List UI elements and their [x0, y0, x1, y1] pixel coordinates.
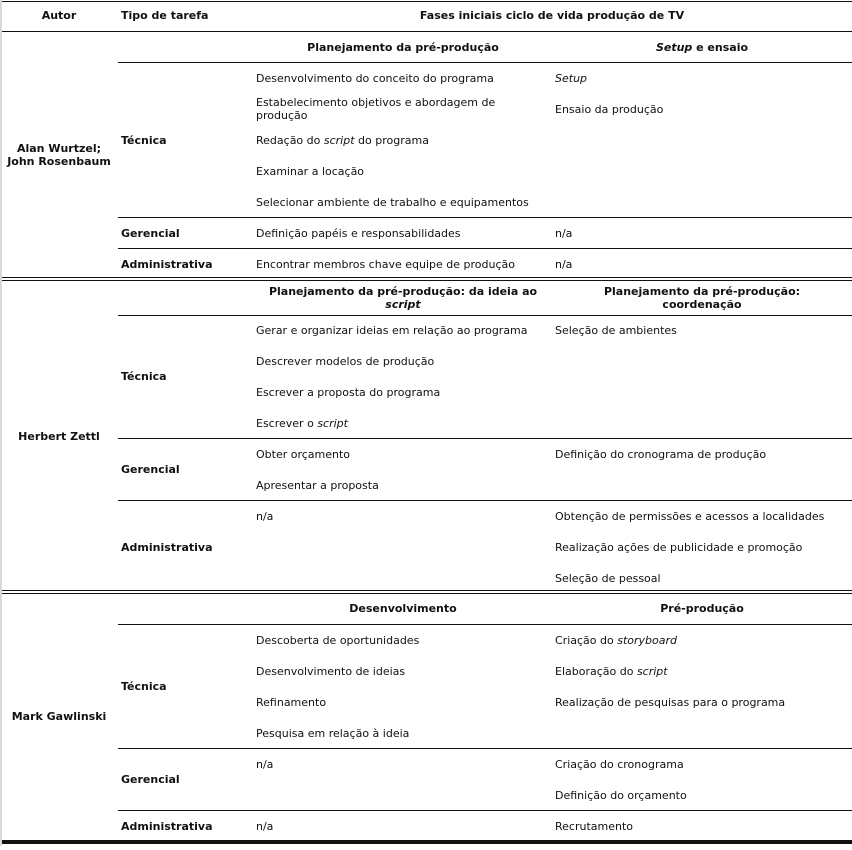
task-item-italic: script	[323, 134, 355, 147]
task-item-text: do programa	[354, 134, 429, 147]
task-item: n/a	[256, 820, 274, 833]
task-item: n/a	[555, 227, 573, 240]
task-item: Definição do cronograma de produção	[555, 448, 767, 461]
task-item-italic: script	[317, 417, 348, 430]
task-item: Examinar a locação	[256, 165, 365, 178]
task-item: Definição papéis e responsabilidades	[256, 227, 461, 240]
author-name: Herbert Zettl	[18, 430, 100, 443]
task-item: Seleção de ambientes	[555, 324, 677, 337]
task-item-italic: script	[636, 665, 668, 678]
row-rule	[118, 217, 852, 218]
task-item: Refinamento	[256, 696, 327, 709]
header-phases: Fases iniciais ciclo de vida produção de TV	[419, 9, 685, 22]
task-item-italic: storyboard	[617, 634, 677, 647]
phase2-title-line: Planejamento da pré-produção:	[603, 285, 801, 298]
task-item: Desenvolvimento do conceito do programa	[256, 72, 494, 85]
task-item: Desenvolvimento de ideias	[256, 665, 406, 678]
task-item-text: Elaboração do	[555, 665, 637, 678]
task-item	[256, 417, 348, 430]
task-item: Descoberta de oportunidades	[256, 634, 420, 647]
task-item: Realização de pesquisas para o programa	[555, 696, 786, 709]
task-item	[256, 134, 429, 147]
task-type-tecnica: Técnica	[121, 370, 167, 383]
task-item-italic: Setup	[555, 72, 588, 85]
phase2-title	[552, 285, 852, 311]
phase2-title: Pré-produção	[660, 602, 744, 615]
phase1-title: Planejamento da pré-produção	[307, 41, 499, 54]
task-type-gerencial: Gerencial	[121, 227, 180, 240]
author-line: John Rosenbaum	[7, 155, 111, 168]
row-rule	[118, 438, 852, 439]
row-rule	[118, 248, 852, 249]
phase2-title-line: coordenação	[662, 298, 742, 311]
phase1-title-line: Planejamento da pré-produção: da ideia ao	[268, 285, 538, 298]
phase1-title: Desenvolvimento	[349, 602, 457, 615]
task-item	[256, 96, 495, 122]
task-item: Ensaio da produção	[555, 103, 664, 116]
task-item: Realização ações de publicidade e promoção	[555, 541, 803, 554]
header-rule	[2, 31, 852, 32]
phase2-title-rest: e ensaio	[692, 41, 749, 54]
task-item: Obtenção de permissões e acessos a localidades	[555, 510, 825, 523]
task-item	[555, 634, 677, 647]
subheader-rule	[118, 624, 852, 625]
task-type-administrativa: Administrativa	[121, 820, 213, 833]
row-rule	[118, 748, 852, 749]
header-author: Autor	[41, 9, 77, 22]
phase1-title-line	[252, 298, 554, 311]
task-item: n/a	[555, 258, 573, 271]
task-item: Escrever a proposta do programa	[256, 386, 441, 399]
task-type-administrativa: Administrativa	[121, 541, 213, 554]
task-type-tecnica: Técnica	[121, 134, 167, 147]
task-item: Encontrar membros chave equipe de produção	[256, 258, 515, 271]
task-type-gerencial: Gerencial	[121, 773, 180, 786]
task-item: Gerar e organizar ideias em relação ao programa	[256, 324, 528, 337]
task-item	[555, 72, 587, 85]
row-rule	[118, 810, 852, 811]
task-item-line: Estabelecimento objetivos e abordagem de	[256, 96, 496, 109]
header-task-type: Tipo de tarefa	[121, 9, 209, 22]
phase1-title	[252, 285, 554, 311]
section-divider	[2, 277, 852, 281]
row-rule	[118, 500, 852, 501]
task-item: n/a	[256, 758, 274, 771]
subheader-rule	[118, 62, 852, 63]
section-divider	[2, 590, 852, 594]
task-item	[555, 665, 668, 678]
task-item: Descrever modelos de produção	[256, 355, 435, 368]
task-item-text: Criação do	[555, 634, 618, 647]
task-item: Definição do orçamento	[555, 789, 687, 802]
task-item: Pesquisa em relação à ideia	[256, 727, 410, 740]
author-name	[2, 142, 116, 168]
author-name: Mark Gawlinski	[11, 710, 107, 723]
task-item: Selecionar ambiente de trabalho e equipamentos	[256, 196, 529, 209]
task-type-tecnica: Técnica	[121, 680, 167, 693]
table-top-rule	[2, 1, 852, 2]
task-item: Recrutamento	[555, 820, 634, 833]
task-item: Obter orçamento	[256, 448, 351, 461]
table-bottom-rule	[2, 840, 852, 844]
phase2-title	[552, 41, 852, 54]
subheader-rule	[118, 315, 852, 316]
task-item: Apresentar a proposta	[256, 479, 379, 492]
task-item-text: Escrever o	[256, 417, 318, 430]
task-type-gerencial: Gerencial	[121, 463, 180, 476]
phase1-title-italic: script	[385, 298, 421, 311]
task-item: Seleção de pessoal	[555, 572, 661, 585]
task-type-administrativa: Administrativa	[121, 258, 213, 271]
task-item: n/a	[256, 510, 274, 523]
task-item: Criação do cronograma	[555, 758, 684, 771]
author-line: Alan Wurtzel;	[16, 142, 102, 155]
task-item-text: Redação do	[256, 134, 324, 147]
task-item-line: produção	[256, 109, 308, 122]
phase2-title-italic: Setup	[655, 41, 693, 54]
